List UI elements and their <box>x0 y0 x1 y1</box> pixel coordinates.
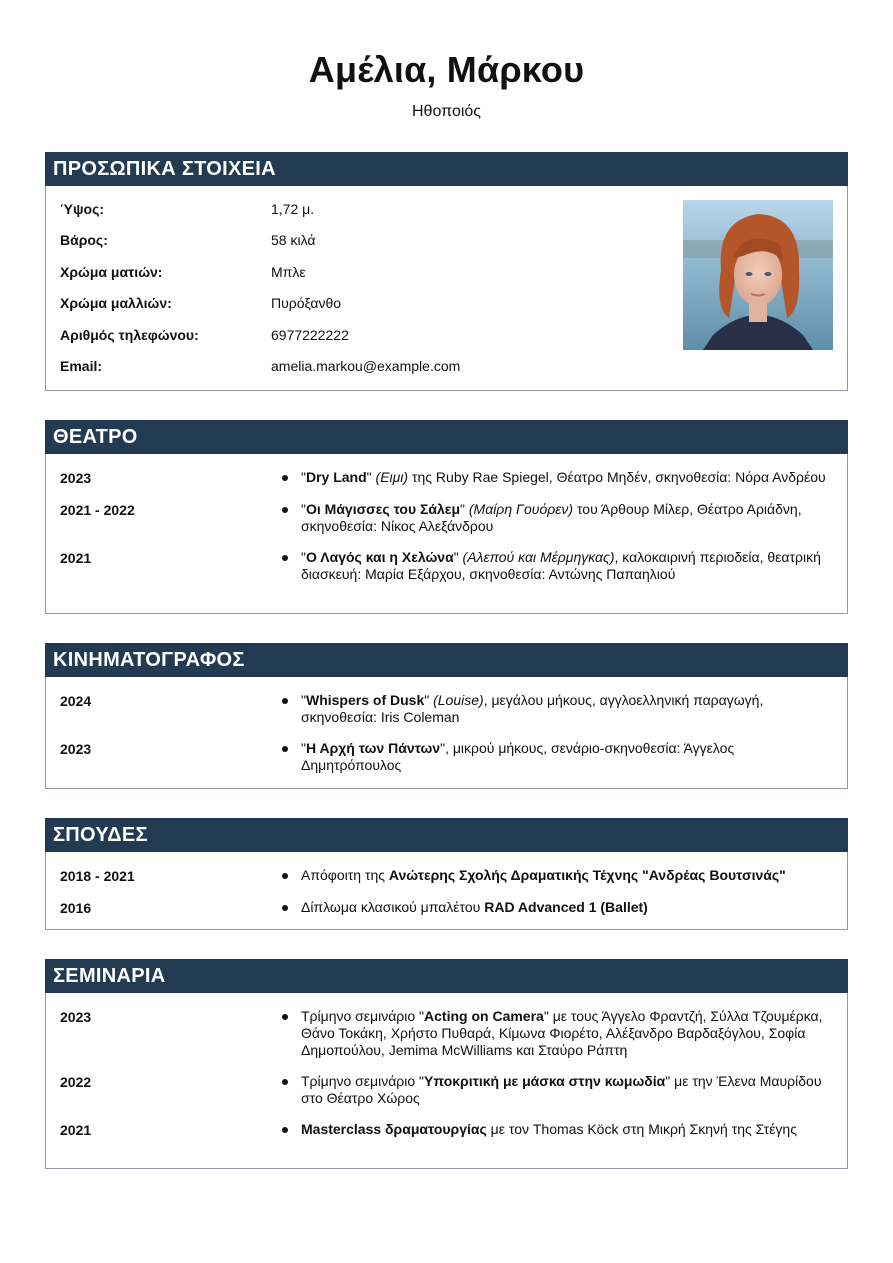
person-name: Αμέλια, Μάρκου <box>308 49 585 90</box>
email-value: amelia.markou@example.com <box>271 358 461 375</box>
field-value: 6977222222 <box>271 326 349 343</box>
item-year: 2018 - 2021 <box>60 868 135 884</box>
section-title: ΣΠΟΥΔΕΣ <box>45 818 848 852</box>
field-value: Μπλε <box>271 263 306 280</box>
profile-photo <box>683 200 833 350</box>
section-title: ΘΕΑΤΡΟ <box>45 420 848 454</box>
field-label: Χρώμα μαλλιών: <box>60 295 172 312</box>
list-item <box>46 867 847 885</box>
item-description: Τρίμηνο σεμινάριο "Υποκριτική με μάσκα στην κωμωδία" με την Έλενα Μαυρίδου στο Θέατρο Χώρος <box>271 1073 847 1107</box>
role: (Αλεπού και Μέρμηγκας) <box>462 549 615 565</box>
cinema-list <box>46 677 847 784</box>
item-year: 2021 <box>60 550 92 566</box>
work-title: Οι Μάγισσες του Σάλεμ <box>305 501 461 517</box>
section-cinema <box>45 643 848 789</box>
theatre-list <box>46 454 847 593</box>
field-label: Email: <box>60 358 103 375</box>
item-year: 2021 - 2022 <box>60 502 135 518</box>
list-item <box>46 1121 847 1139</box>
item-description: "Οι Μάγισσες του Σάλεμ" (Μαίρη Γουόρεν) του Άρθουρ Μίλερ, Θέατρο Αριάδνη, σκηνοθεσία: Νίκος Αλεξάνδρου <box>271 501 847 535</box>
item-description: "Ο Λαγός και η Χελώνα" (Αλεπού και Μέρμηγκας), καλοκαιρινή περιοδεία, θεατρική διασκευή: Μαρία Εξάρχου, σκηνοθεσία: Αντώνης Παπαηλιού <box>271 549 847 583</box>
list-item <box>46 1008 847 1059</box>
work-title: Ο Λαγός και η Χελώνα <box>305 549 454 565</box>
role: (Louise) <box>433 692 484 708</box>
field-label: Αριθμός τηλεφώνου: <box>60 326 199 343</box>
item-description: Απόφοιτη της Ανώτερης Σχολής Δραματικής Τέχνης "Ανδρέας Βουτσινάς" <box>271 867 847 885</box>
field-label: Ύψος: <box>60 200 105 217</box>
section-title: ΣΕΜΙΝΑΡΙΑ <box>45 959 848 993</box>
list-item <box>46 1073 847 1107</box>
section-seminars <box>45 959 848 1169</box>
role: (Μαίρη Γουόρεν) <box>468 501 574 517</box>
section-studies <box>45 818 848 930</box>
section-theatre <box>45 420 848 614</box>
item-year: 2021 <box>60 1122 92 1138</box>
item-description: "Dry Land" (Ειμι) της Ruby Rae Spiegel, Θέατρο Μηδέν, σκηνοθεσία: Νόρα Ανδρέου <box>271 469 847 487</box>
section-title: ΚΙΝΗΜΑΤΟΓΡΑΦΟΣ <box>45 643 848 677</box>
item-year: 2022 <box>60 1074 92 1090</box>
cv-header <box>0 0 893 122</box>
seminars-list <box>46 993 847 1149</box>
studies-list <box>46 852 847 927</box>
role: (Ειμι) <box>375 469 409 485</box>
field-label: Χρώμα ματιών: <box>60 263 163 280</box>
list-item <box>46 692 847 726</box>
list-item <box>46 469 847 487</box>
section-personal <box>45 152 848 391</box>
field-value: 1,72 μ. <box>271 200 315 217</box>
field-value: 58 κιλά <box>271 232 316 249</box>
field-value: Πυρόξανθο <box>271 295 342 312</box>
item-year: 2023 <box>60 741 92 757</box>
profession: Ηθοποιός <box>412 103 481 120</box>
work-title: Dry Land <box>305 469 367 485</box>
item-year: 2024 <box>60 693 92 709</box>
item-description: Τρίμηνο σεμινάριο "Acting on Camera" με τους Άγγελο Φραντζή, Σύλλα Τζουμέρκα, Θάνο Τοκάκη, Χρήστο Πυθαρά, Κίμωνα Φιορέτο, Αλέξανδρο Βαρδαξόγλου, Σοφία Δημοπούλου, Jemima McWilliams και Σταύρο Ράπτη <box>271 1008 847 1059</box>
item-description: "Η Αρχή των Πάντων", μικρού μήκους, σενάριο-σκηνοθεσία: Άγγελος Δημητρόπουλος <box>271 740 847 774</box>
item-year: 2023 <box>60 470 92 486</box>
field-label: Βάρος: <box>60 232 108 249</box>
personal-rows <box>46 186 847 392</box>
work-title: Η Αρχή των Πάντων <box>305 740 441 756</box>
item-description: "Whispers of Dusk" (Louise), μεγάλου μήκους, αγγλοελληνική παραγωγή, σκηνοθεσία: Iris Coleman <box>271 692 847 726</box>
list-item <box>46 549 847 583</box>
item-year: 2023 <box>60 1009 92 1025</box>
item-year: 2016 <box>60 900 92 916</box>
personal-row <box>46 351 847 383</box>
list-item <box>46 501 847 535</box>
list-item <box>46 740 847 774</box>
section-title: ΠΡΟΣΩΠΙΚΑ ΣΤΟΙΧΕΙΑ <box>45 152 848 186</box>
list-item <box>46 899 847 917</box>
item-description: Masterclass δραματουργίας με τον Thomas Köck στη Μικρή Σκηνή της Στέγης <box>271 1121 847 1139</box>
work-title: Whispers of Dusk <box>305 692 425 708</box>
item-description: Δίπλωμα κλασικού μπαλέτου RAD Advanced 1 (Ballet) <box>271 899 847 917</box>
